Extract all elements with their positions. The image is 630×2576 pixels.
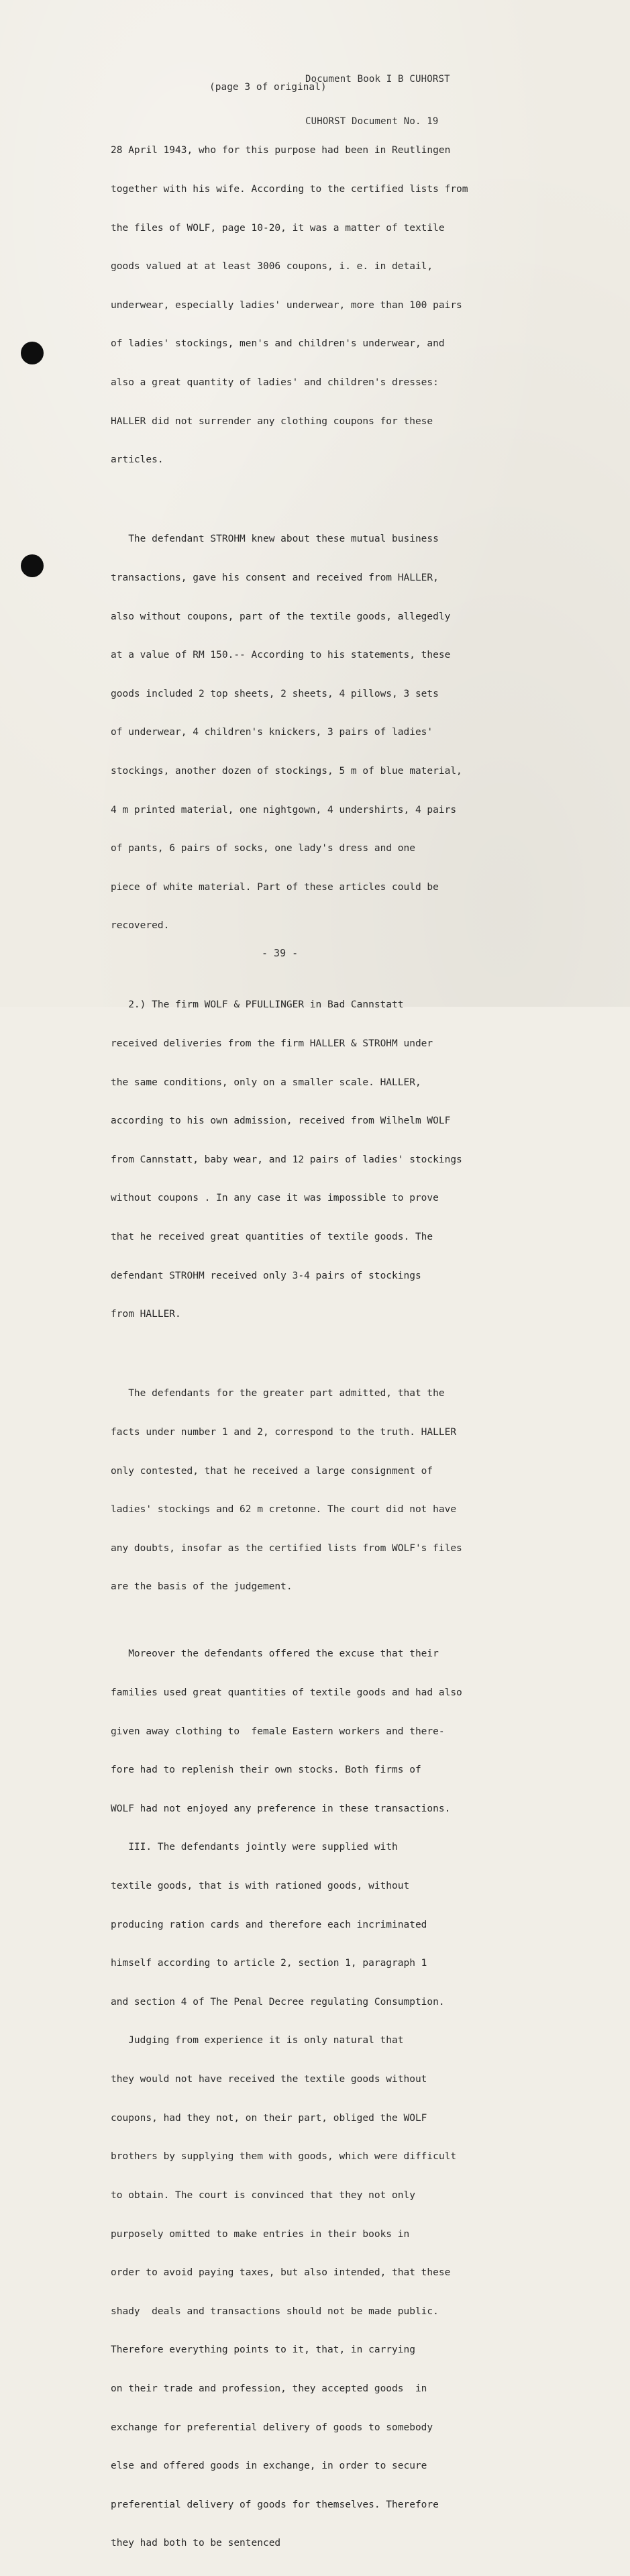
text-line: 28 April 1943, who for this purpose had been in Reutlingen [111,145,451,156]
text-line: at a value of RM 150.-- According to his statements, these [111,650,451,661]
page-reference: (page 3 of original) [209,82,327,93]
text-line: on their trade and profession, they accepted goods in [111,2383,427,2394]
paragraph-coupons [111,119,513,493]
text-line: any doubts, insofar as the certified lists from WOLF's files [111,1542,462,1554]
text-line: coupons, had they not, on their part, obliged the WOLF [111,2112,427,2124]
text-line: underwear, especially ladies' underwear, more than 100 pairs [111,299,462,311]
text-line: stockings, another dozen of stockings, 5 m of blue material, [111,765,462,777]
text-line: 4 m printed material, one nightgown, 4 undershirts, 4 pairs [111,804,457,815]
text-line: only contested, that he received a large consignment of [111,1465,433,1477]
text-line: are the basis of the judgement. [111,1581,293,1593]
text-line: articles. [111,454,164,466]
text-line: goods valued at at least 3006 coupons, i. e. in detail, [111,261,433,273]
text-line: brothers by supplying them with goods, which were difficult [111,2151,457,2163]
text-line: the files of WOLF, page 10-20, it was a matter of textile [111,222,445,234]
text-line: piece of white material. Part of these articles could be [111,881,439,893]
text-line: without coupons . In any case it was impossible to prove [111,1193,439,1204]
punch-hole-top [21,342,44,364]
text-line: recovered. [111,920,170,932]
text-line: of underwear, 4 children's knickers, 3 pairs of ladies' [111,727,433,738]
text-line: and section 4 of The Penal Decree regulating Consumption. [111,1996,445,2008]
text-line: from HALLER. [111,1309,181,1320]
text-line: to obtain. The court is convinced that they not only [111,2189,415,2201]
text-line: HALLER did not surrender any clothing coupons for these [111,415,433,427]
header-line-book: Document Book I B CUHORST [305,74,450,85]
text-line: 2.) The firm WOLF & PFULLINGER in Bad Cannstatt [111,999,404,1011]
text-line: The defendant STROHM knew about these mutual business [111,534,439,545]
paragraph-admission [111,1362,513,1620]
text-line: preferential delivery of goods for themselves. Therefore [111,2499,439,2510]
text-line: producing ration cards and therefore each incriminated [111,1919,427,1930]
text-line: from Cannstatt, baby wear, and 12 pairs of ladies' stockings [111,1154,462,1165]
text-line: ladies' stockings and 62 m cretonne. The court did not have [111,1504,457,1516]
text-line: WOLF had not enjoyed any preference in these transactions. [111,1803,451,1814]
text-line: they would not have received the textile goods without [111,2074,427,2085]
text-line: The defendants for the greater part admitted, that the [111,1388,445,1399]
text-line: Moreover the defendants offered the excuse that their [111,1648,439,1660]
paragraph-judgement [111,1622,513,2576]
text-line: shady deals and transactions should not be made public. [111,2306,439,2317]
text-line: himself according to article 2, section 1, paragraph 1 [111,1958,427,1969]
text-line: the same conditions, only on a smaller scale. HALLER, [111,1077,421,1088]
paragraph-strohm [111,507,513,958]
text-line: goods included 2 top sheets, 2 sheets, 4 pillows, 3 sets [111,688,439,699]
text-line: together with his wife. According to the certified lists from [111,184,468,195]
page-number: - 39 - [262,947,299,959]
header-line-document-number: CUHORST Document No. 19 [305,116,439,127]
text-line: families used great quantities of textile goods and had also [111,1687,462,1698]
text-line: purposely omitted to make entries in their books in [111,2228,410,2240]
text-line: facts under number 1 and 2, correspond to the truth. HALLER [111,1426,457,1438]
text-line: III. The defendants jointly were supplied with [111,1842,398,1853]
paragraph-wolf-pfullinger [111,973,513,1347]
text-line: exchange for preferential delivery of goods to somebody [111,2422,433,2433]
text-line: Therefore everything points to it, that, in carrying [111,2344,415,2356]
text-line: also without coupons, part of the textile goods, allegedly [111,611,451,622]
text-line: Judging from experience it is only natural that [111,2035,404,2046]
text-line: given away clothing to female Eastern workers and there- [111,1726,445,1737]
body-text [111,119,513,2576]
text-line: of ladies' stockings, men's and children's underwear, and [111,338,445,350]
text-line: that he received great quantities of textile goods. The [111,1232,433,1243]
text-line: textile goods, that is with rationed goods, without [111,1881,410,1892]
text-line: they had both to be sentenced [111,2538,281,2549]
text-line: of pants, 6 pairs of socks, one lady's dress and one [111,843,415,854]
text-line: else and offered goods in exchange, in order to secure [111,2461,427,2472]
punch-hole-bottom [21,554,44,577]
text-line: transactions, gave his consent and received from HALLER, [111,572,439,583]
text-line: defendant STROHM received only 3-4 pairs of stockings [111,1270,421,1281]
text-line: according to his own admission, received from Wilhelm WOLF [111,1116,451,1127]
text-line: received deliveries from the firm HALLER & STROHM under [111,1038,433,1050]
text-line: also a great quantity of ladies' and children's dresses: [111,377,439,389]
text-line: order to avoid paying taxes, but also intended, that these [111,2267,451,2279]
text-line: fore had to replenish their own stocks. Both firms of [111,1765,421,1776]
